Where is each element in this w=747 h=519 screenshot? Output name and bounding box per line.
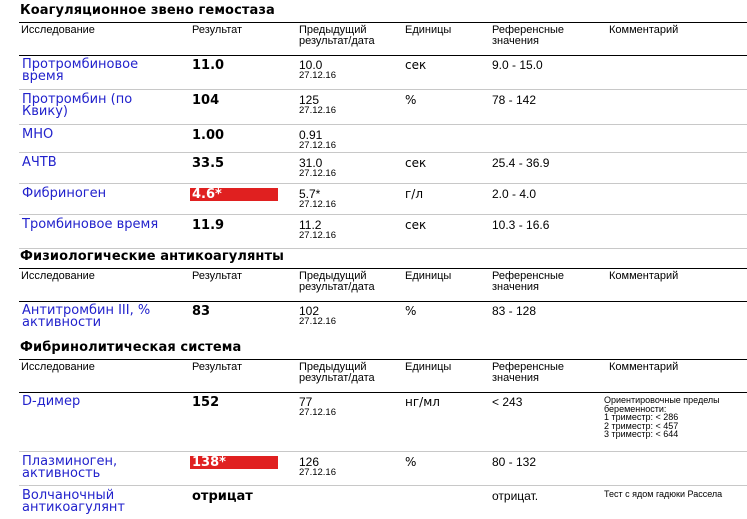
units: сек bbox=[405, 218, 427, 232]
previous-value: 126 bbox=[299, 455, 320, 469]
header-test: Исследование bbox=[21, 361, 95, 373]
test-name-link[interactable]: Протромбин (по Квику) bbox=[22, 92, 133, 119]
previous-result bbox=[299, 157, 336, 179]
units: нг/мл bbox=[405, 395, 440, 409]
table-row bbox=[19, 301, 747, 338]
header-reference: Референсные значения bbox=[492, 270, 565, 293]
table-row bbox=[19, 153, 747, 184]
result-value: 1.00 bbox=[192, 128, 225, 143]
test-name-link[interactable]: АЧТВ bbox=[22, 155, 57, 170]
test-name-link[interactable]: Тромбиновое время bbox=[22, 217, 159, 232]
previous-result bbox=[299, 219, 336, 241]
header-previous: Предыдущий результат/дата bbox=[299, 24, 375, 47]
header-reference: Референсные значения bbox=[492, 24, 565, 47]
table-row bbox=[19, 452, 747, 486]
reference-range: 25.4 - 36.9 bbox=[492, 156, 550, 170]
result-value-flagged: 4.6* bbox=[190, 188, 278, 201]
previous-value: 5.7* bbox=[299, 187, 321, 201]
table-row bbox=[19, 486, 747, 519]
section-anticoagulants bbox=[19, 249, 747, 338]
table-row bbox=[19, 184, 747, 215]
previous-result bbox=[299, 188, 336, 210]
comment: Ориентировочные пределы беременности: 1 триместр: < 286 2 триместр: < 457 3 триместр: < 644 bbox=[604, 395, 720, 439]
header-units: Единицы bbox=[405, 24, 452, 36]
previous-date: 27.12.16 bbox=[299, 140, 336, 151]
table-header bbox=[19, 359, 747, 393]
section-title: Физиологические антикоагулянты bbox=[20, 249, 285, 264]
result-value: 83 bbox=[192, 304, 211, 319]
units: сек bbox=[405, 58, 427, 72]
reference-range: 83 - 128 bbox=[492, 304, 537, 318]
table-row bbox=[19, 125, 747, 153]
table-header bbox=[19, 22, 747, 56]
previous-value: 10.0 bbox=[299, 58, 323, 72]
table-row bbox=[19, 55, 747, 90]
table-header bbox=[19, 268, 747, 302]
reference-range: 80 - 132 bbox=[492, 455, 537, 469]
reference-range: < 243 bbox=[492, 395, 523, 409]
section-coagulation bbox=[19, 3, 747, 248]
header-comment: Комментарий bbox=[609, 24, 679, 36]
reference-range: 2.0 - 4.0 bbox=[492, 187, 537, 201]
result-value-flagged: 138* bbox=[190, 456, 278, 469]
result-value: отрицат bbox=[192, 489, 253, 504]
table-row bbox=[19, 215, 747, 249]
previous-value: 125 bbox=[299, 93, 320, 107]
header-comment: Комментарий bbox=[609, 361, 679, 373]
previous-value: 0.91 bbox=[299, 128, 323, 142]
header-previous: Предыдущий результат/дата bbox=[299, 270, 375, 293]
section-title: Фибринолитическая система bbox=[20, 340, 242, 355]
previous-value: 11.2 bbox=[299, 218, 322, 232]
header-units: Единицы bbox=[405, 361, 452, 373]
previous-value: 102 bbox=[299, 304, 320, 318]
previous-result bbox=[299, 94, 336, 116]
previous-result bbox=[299, 59, 336, 81]
previous-value: 77 bbox=[299, 395, 313, 409]
units: г/л bbox=[405, 187, 424, 201]
section-fibrinolysis bbox=[19, 340, 747, 519]
reference-range: 9.0 - 15.0 bbox=[492, 58, 543, 72]
test-name-link[interactable]: Протромбиновое время bbox=[22, 57, 139, 84]
section-title: Коагуляционное звено гемостаза bbox=[20, 3, 275, 18]
header-test: Исследование bbox=[21, 270, 95, 282]
header-result: Результат bbox=[192, 24, 243, 36]
test-name-link[interactable]: Плазминоген, активность bbox=[22, 454, 118, 481]
reference-range: отрицат. bbox=[492, 489, 539, 503]
header-result: Результат bbox=[192, 361, 243, 373]
header-result: Результат bbox=[192, 270, 243, 282]
previous-date: 27.12.16 bbox=[299, 105, 336, 116]
previous-date: 27.12.16 bbox=[299, 168, 336, 179]
previous-date: 27.12.16 bbox=[299, 316, 336, 327]
result-value: 11.9 bbox=[192, 218, 225, 233]
table-row bbox=[19, 392, 747, 452]
previous-date: 27.12.16 bbox=[299, 199, 336, 210]
previous-result bbox=[299, 129, 336, 151]
test-name-link[interactable]: D-димер bbox=[22, 394, 81, 409]
previous-value: 31.0 bbox=[299, 156, 323, 170]
reference-range: 10.3 - 16.6 bbox=[492, 218, 550, 232]
result-value: 33.5 bbox=[192, 156, 225, 171]
table-row bbox=[19, 90, 747, 125]
previous-result bbox=[299, 456, 336, 478]
header-test: Исследование bbox=[21, 24, 95, 36]
result-value: 104 bbox=[192, 93, 220, 108]
previous-date: 27.12.16 bbox=[299, 407, 336, 418]
test-name-link[interactable]: Антитромбин III, % активности bbox=[22, 303, 151, 330]
units: % bbox=[405, 304, 417, 318]
units: % bbox=[405, 93, 417, 107]
result-value: 11.0 bbox=[192, 58, 225, 73]
test-name-link[interactable]: МНО bbox=[22, 127, 54, 142]
test-name-link[interactable]: Фибриноген bbox=[22, 186, 107, 201]
header-previous: Предыдущий результат/дата bbox=[299, 361, 375, 384]
result-value: 152 bbox=[192, 395, 220, 410]
header-reference: Референсные значения bbox=[492, 361, 565, 384]
comment: Тест с ядом гадюки Расселa bbox=[604, 489, 723, 499]
header-units: Единицы bbox=[405, 270, 452, 282]
previous-result bbox=[299, 305, 336, 327]
previous-date: 27.12.16 bbox=[299, 230, 336, 241]
reference-range: 78 - 142 bbox=[492, 93, 537, 107]
header-comment: Комментарий bbox=[609, 270, 679, 282]
previous-result bbox=[299, 396, 336, 418]
units: % bbox=[405, 455, 417, 469]
units: сек bbox=[405, 156, 427, 170]
test-name-link[interactable]: Волчаночный антикоагулянт bbox=[22, 488, 125, 515]
previous-date: 27.12.16 bbox=[299, 467, 336, 478]
previous-date: 27.12.16 bbox=[299, 70, 336, 81]
